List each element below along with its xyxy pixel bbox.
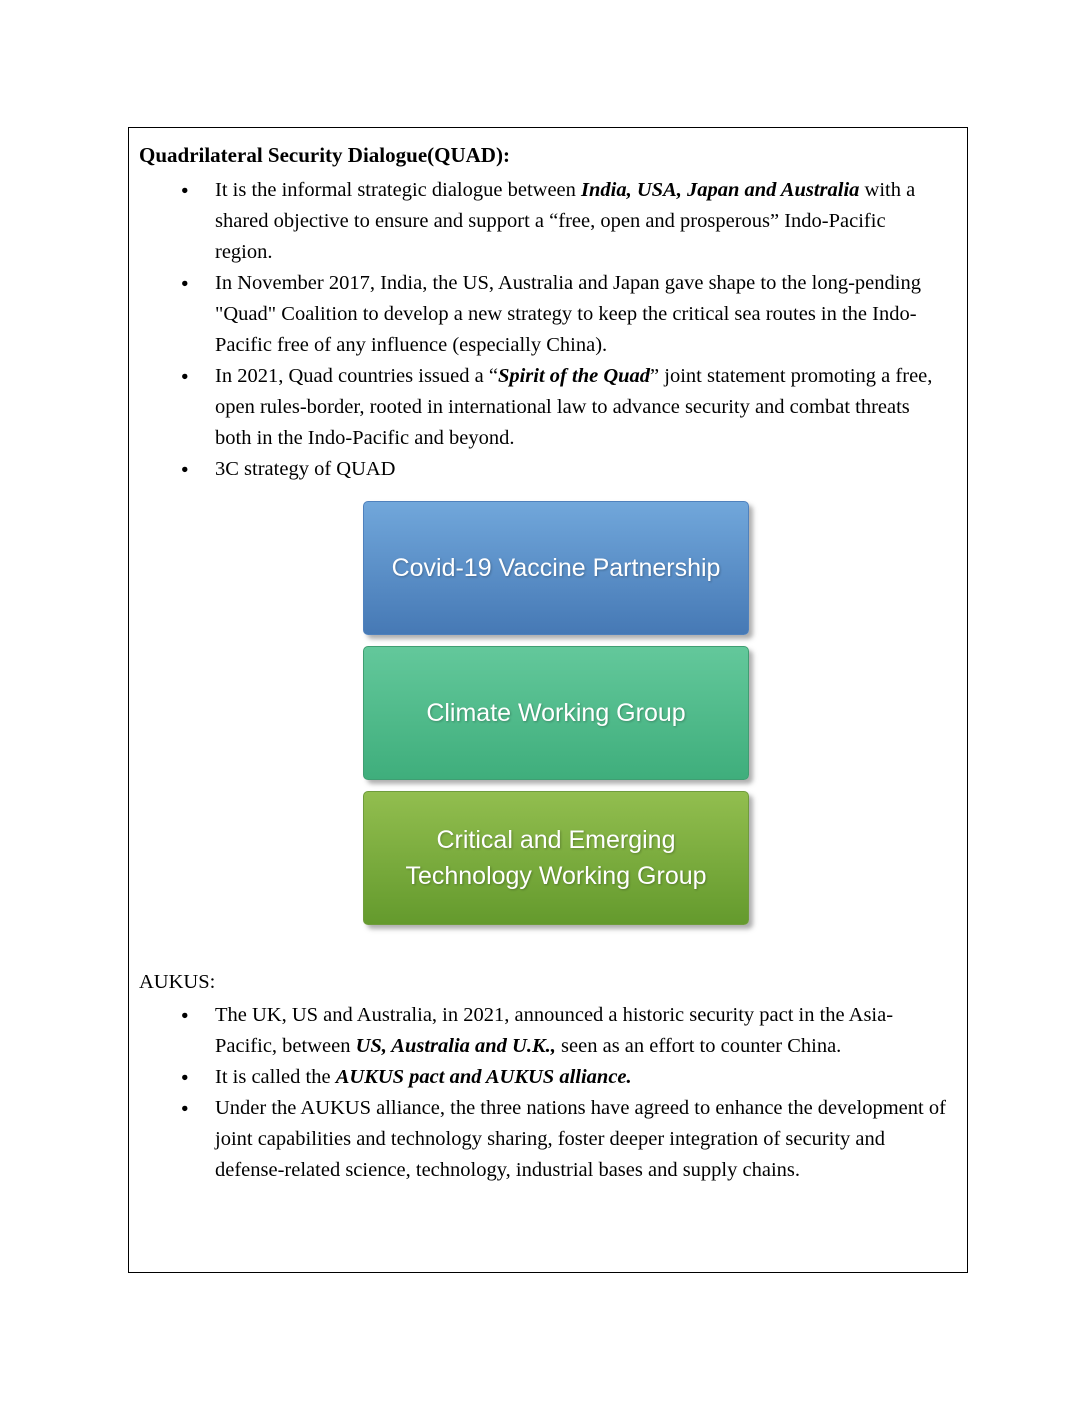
bullet-text-segment: with a shared objective to ensure and support a “free, open and prosperous” Indo-Pacific region. [215, 179, 916, 264]
bullet-text-segment: ” joint statement promoting a free, open rules-border, rooted in international law to advance security and combat threats both in the Indo-Pacific and beyond. [215, 365, 933, 450]
bullet-item [179, 1000, 947, 1062]
quad-3c-diagram [363, 501, 749, 925]
bullet-text-segment: It is called the [215, 1066, 336, 1089]
bullet-text-segment: India, USA, Japan and Australia [581, 179, 860, 202]
bullet-item [179, 454, 947, 485]
bullet-item [179, 1093, 947, 1186]
aukus-heading: AUKUS: [139, 971, 216, 994]
bullet-item [179, 268, 947, 361]
box-covid-vaccine-partnership [363, 501, 749, 635]
diagram-box-label: Climate Working Group [426, 699, 686, 728]
bullet-text-segment: Under the AUKUS alliance, the three nations have agreed to enhance the development of joint capabilities and technology sharing, foster deeper integration of security and defense-related science, technology, industrial bases and supply chains. [215, 1097, 946, 1182]
bullet-text-segment: Spirit of the Quad [497, 365, 651, 388]
bullet-item [179, 1062, 947, 1093]
bullet-text-segment: In November 2017, India, the US, Australia and Japan gave shape to the long-pending "Quad" Coalition to develop a new strategy to keep the critical sea routes in the Indo-Pacific free of any influence (especially China). [215, 272, 921, 357]
bullet-item [179, 361, 947, 454]
box-climate-working-group [363, 646, 749, 780]
bullet-text-segment: In 2021, Quad countries issued a “ [215, 365, 498, 388]
quad-heading: Quadrilateral Security Dialogue(QUAD): [139, 143, 510, 167]
bullet-text-segment: It is the informal strategic dialogue between [215, 179, 582, 202]
bullet-text-segment: seen as an effort to counter China. [555, 1035, 842, 1058]
bullet-text-segment: 3C strategy of QUAD [215, 458, 396, 481]
aukus-bullet-list [139, 1000, 947, 1186]
bullet-item [179, 175, 947, 268]
diagram-box-label: Critical and Emerging Technology Working Group [405, 826, 707, 891]
box-critical-emerging-technology [363, 791, 749, 925]
diagram-box-label: Covid-19 Vaccine Partnership [391, 554, 721, 583]
bullet-text-segment: AUKUS pact and AUKUS alliance. [335, 1066, 632, 1089]
content-frame [128, 127, 968, 1273]
bullet-text-segment: US, Australia and U.K., [355, 1035, 556, 1058]
quad-bullet-list [139, 175, 947, 485]
bullet-text-segment: The UK, US and Australia, in 2021, announced a historic security pact in the Asia-Pacific, between [215, 1004, 894, 1058]
